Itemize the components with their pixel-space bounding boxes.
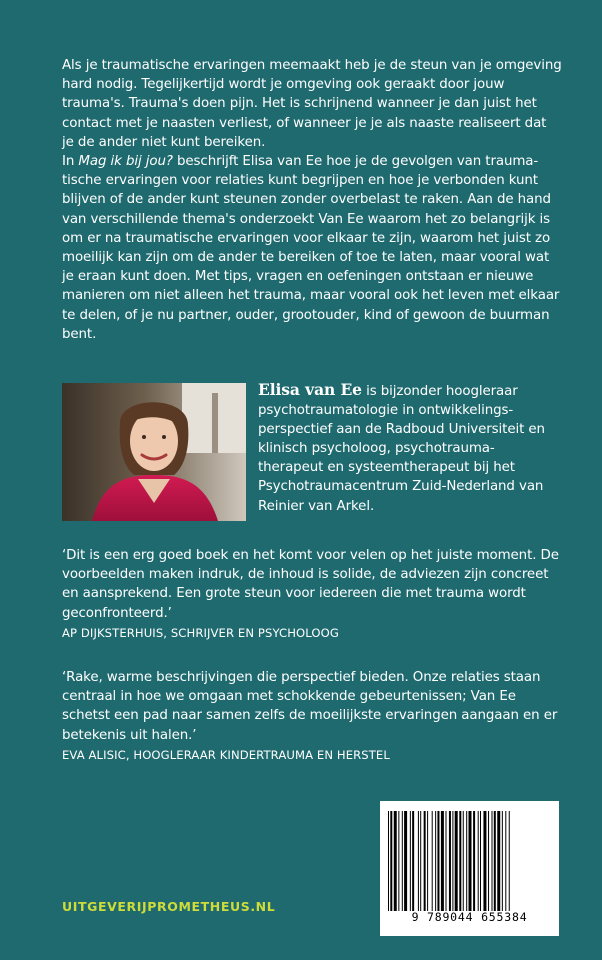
review-quote-2-text: ‘Rake, warme beschrijvingen die perspectief bieden. Onze relaties staan centraal in hoe we omgaan met schokkende gebeurtenissen; Van Ee schetst een pad naar samen zelfs de moeilijkste ervaringen aangaan en er betekenis uit halen.’	[62, 670, 558, 743]
author-photo	[62, 383, 246, 521]
review-quote-2	[62, 668, 567, 765]
back-cover-blurb	[62, 56, 562, 344]
blurb-paragraph-2-text: beschrijft Elisa van Ee hoe je de gevolgen van trauma-tische ervaringen voor relaties kunt begrijpen en hoe je verbonden kunt blijven of de ander kunt steunen zonder overbelast te raken. Aan de hand van verschillende thema's onderzoekt Van Ee waarom het zo belangrijk is om er na traumatische ervaringen voor elkaar te zijn, waarom het juist zo moeilijk kan zijn om de ander te bereiken of toe te laten, maar vooral wat je eraan kunt doen. Met tips, vragen en oefeningen ontstaan er nieuwe manieren om niet alleen het trauma, maar vooral ook het leven met elkaar te delen, of je nu partner, ouder, grootouder, kind of gewoon de buurman bent.	[62, 154, 560, 342]
review-quote-1-text: ‘Dit is een erg goed boek en het komt voor velen op het juiste moment. De voorbeelden maken indruk, de inhoud is solide, de adviezen zijn concreet en aansprekend. Een grote steun voor iedereen die met trauma wordt geconfronteerd.’	[62, 548, 559, 621]
blurb-paragraph-2	[62, 152, 562, 344]
review-quote-1	[62, 546, 567, 643]
review-quote-1-attribution: AP DIJKSTERHUIS, SCHRIJVER EN PSYCHOLOOG	[62, 625, 339, 640]
isbn-number: 9 789044 655384	[411, 910, 528, 924]
author-bio-text: is bijzonder hoogleraar psychotraumatologie in ontwikkelings-perspectief aan de Radboud Universiteit en klinisch psycholoog, psychotrauma-therapeut en systeemtherapeut bij het Psychotraumacentrum Zuid-Nederland van Reinier van Arkel.	[258, 384, 545, 514]
review-quote-2-attribution: EVA ALISIC, HOOGLERAAR KINDERTRAUMA EN HERSTEL	[62, 747, 390, 762]
author-bio	[258, 380, 558, 516]
blurb-paragraph-2-prefix: In	[62, 154, 79, 170]
blurb-paragraph-1: Als je traumatische ervaringen meemaakt heb je de steun van je omgeving hard nodig. Tegelijkertijd wordt je omgeving ook geraakt door jouw trauma's. Trauma's doen pijn. Het is schrijnend wanneer je dan juist het contact met je naasten verliest, of wanneer je je als naaste realiseert dat je de ander niet kunt bereiken.	[62, 58, 562, 150]
author-name: Elisa van Ee	[258, 380, 362, 399]
publisher-website: UITGEVERIJPROMETHEUS.NL	[62, 899, 276, 914]
isbn-barcode	[380, 801, 559, 936]
book-title: Mag ik bij jou?	[78, 154, 173, 170]
